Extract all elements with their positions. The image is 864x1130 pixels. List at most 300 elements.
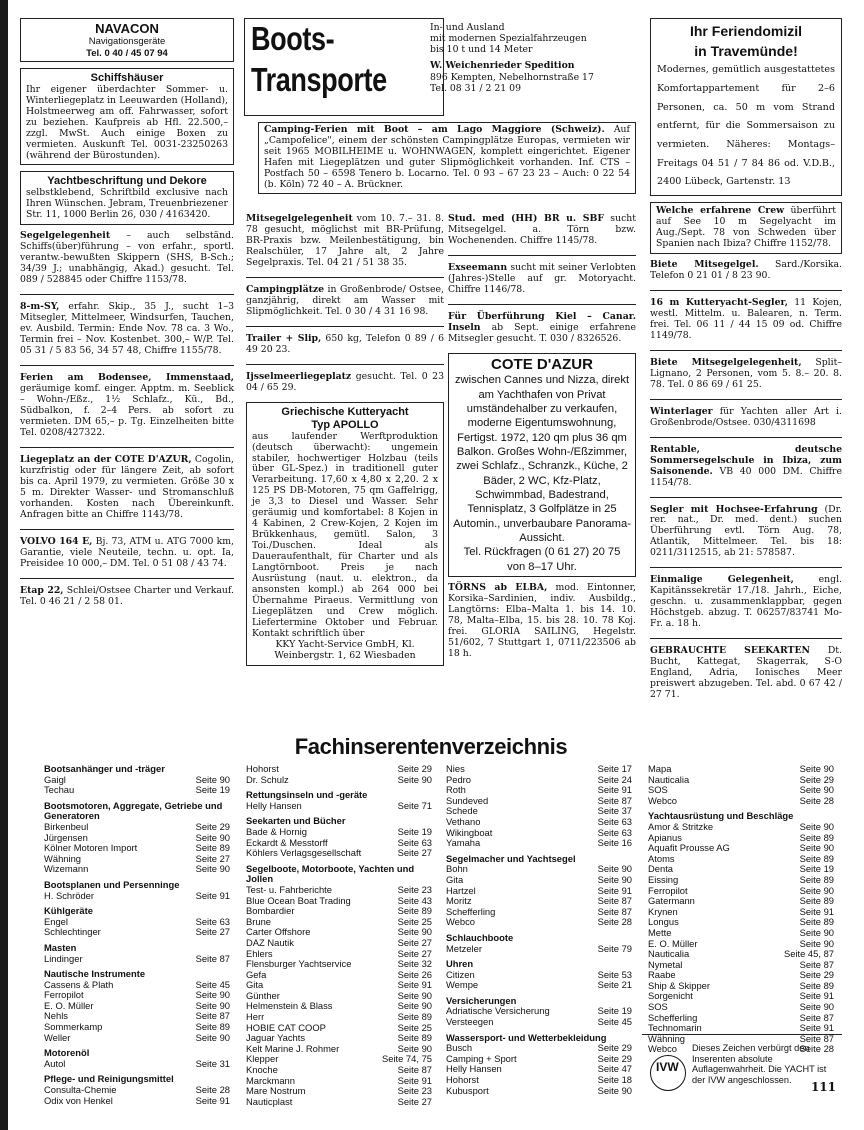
directory-entry-name: Techau — [44, 784, 75, 796]
directory-entry-name: Webco — [648, 1043, 678, 1055]
directory-entry-name: Blue Ocean Boat Trading — [246, 894, 351, 906]
directory-column-1 — [44, 764, 230, 1106]
directory-category: Bootsmotoren, Aggregate, Getriebe und Generatoren — [44, 799, 223, 822]
directory-entry-name: Citizen — [446, 968, 475, 980]
directory-entry-name: Carter Offshore — [246, 926, 311, 938]
directory-entry-page: Seite 90 — [799, 926, 834, 938]
directory-entry-name: Ehlers — [246, 947, 273, 959]
directory-entry — [44, 1033, 230, 1044]
directory-entry-page: Seite 29 — [597, 1052, 632, 1064]
directory-entry-name: Bohn — [446, 863, 468, 875]
directory-entry-page: Seite 89 — [799, 831, 834, 843]
directory-entry-name: Odix von Henkel — [44, 1094, 113, 1106]
directory-entry-page: Seite 90 — [195, 831, 230, 843]
directory-entry-page: Seite 29 — [597, 1042, 632, 1054]
c4-ad-heading: Rentable, deutsche Sommersegelschule in Ibiza, zum Saisonende. — [650, 443, 842, 477]
directory-entry — [246, 938, 432, 949]
directory-entry-name: Test- u. Fahrberichte — [246, 883, 332, 895]
directory-entry-page: Seite 87 — [799, 1032, 834, 1044]
divider — [650, 290, 842, 291]
directory-entry — [44, 864, 230, 875]
directory-category: Yachtausrüstung und Beschläge — [648, 810, 794, 822]
divider — [20, 365, 234, 366]
directory-column-4 — [648, 764, 834, 1055]
directory-entry-page: Seite 89 — [195, 1021, 230, 1033]
directory-entry-name: Hartzel — [446, 884, 476, 896]
c4-ad-heading: Biete Mitsegelgel. — [650, 258, 759, 270]
directory-entry-name: Herr — [246, 1011, 265, 1023]
directory-entry-page: Seite 91 — [195, 1094, 230, 1106]
cote-dazur-phone: Tel. Rückfragen (0 61 27) 20 75 — [463, 546, 621, 559]
schiffshaeuser-ad — [20, 68, 234, 166]
c2-ad-heading: Campingplätze — [246, 283, 325, 295]
kutteryacht-firm: KKY Yacht-Service GmbH, Kl. Weinbergstr. 1, 62 Wiesbaden — [274, 638, 416, 661]
directory-category: Nautische Instrumente — [44, 968, 146, 980]
c3-ad-heading: Exseemann — [448, 261, 508, 273]
directory-entry-page: Seite 27 — [397, 1095, 432, 1107]
directory-entry-page: Seite 91 — [799, 990, 834, 1002]
directory-entry-name: Krynen — [648, 905, 678, 917]
directory-title: Fachinserentenverzeichnis — [294, 734, 568, 759]
directory-entry-name: E. O. Müller — [648, 937, 698, 949]
c1-ad — [20, 231, 234, 286]
schiffshaeuser-body: Ihr eigener überdachter Sommer- u. Winterliegeplatz in Leeuwarden (Holland), Holstmeerweg am off. Fahrwasser, sofort zu beziehen. Kaufpreis ab Hfl. 22.500,– zzgl. MwSt. Auch einige Boxen zu vermieten. Auskunft Tel. 0031-23250263 (während der Bürostunden). — [26, 83, 228, 161]
kutteryacht-ad — [246, 402, 444, 666]
directory-entry-page: Seite 43 — [397, 894, 432, 906]
c2-ad-heading: Mitsegelgelegenheit — [246, 213, 353, 224]
page-edge — [0, 0, 8, 1130]
c4-ad-body: Split–Lignano, 2 Personen, vom 5. 8.– 20. 8. 78. Tel. 0 86 69 / 61 25. — [650, 356, 842, 390]
directory-entry-name: Ferropilot — [648, 884, 688, 896]
boots-transporte-title-2: Transporte — [251, 61, 387, 99]
directory-entry-name: Apianus — [648, 831, 682, 843]
divider — [246, 277, 444, 278]
directory-entry-page: Seite 89 — [799, 916, 834, 928]
directory-category: Schlauchboote — [446, 931, 514, 943]
directory-entry-page: Seite 25 — [397, 915, 432, 927]
directory-entry-page: Seite 90 — [799, 1001, 834, 1013]
divider — [650, 497, 842, 498]
welche-crew-body: überführt auf See 10 m Segelyacht im Aug./Sept. 78 von Schweden über Spanien nach Ibiza? Chiffre 1152/78. — [656, 205, 836, 250]
directory-entry-page: Seite 90 — [799, 884, 834, 896]
directory-entry-page: Seite 47 — [597, 1063, 632, 1075]
directory-entry-page: Seite 63 — [195, 915, 230, 927]
directory-entry-page: Seite 87 — [799, 958, 834, 970]
c3-ad-heading: Stud. med (HH) BR u. SBF — [448, 213, 604, 224]
directory-entry-name: Adriatische Versicherung — [446, 1005, 550, 1017]
divider — [20, 578, 234, 579]
directory-entry-page: Seite 90 — [195, 999, 230, 1011]
directory-category: Seekarten und Bücher — [246, 815, 346, 827]
kutteryacht-body: aus laufender Werftproduktion (deutsch überwacht): ungemein stabiler, hochwertiger Holzbau (teils über GL-Spez.) in traditionell guter Verarbeitung. 17,60 x 4,80 x 2,20. 2 x 125 PS DB-Motoren, 75 qm Gaffelrigg, je 3,3 to Diesel und Wasser. Sehr geräumig und komfortabel: 8 Kojen in 4 Kabinen, 2 Crew-Kojen, 2 Kojen im Brükkenhaus, gemütl. Salon, 3 Toi./Duschen. Ideal als Daueraufenthalt, für Charter und als Langtörnboot. Preis je nach Ausrüstung (naut. u. elektron., da ansonsten kompl.) ab 264 000 bei Übernahme Piraeus. Vermittlung von Liegeplätzen und Crew möglich. Liefertermine Oktober und Februar. Kontakt schriftlich über — [252, 430, 438, 639]
directory-entry-page: Seite 29 — [799, 969, 834, 981]
travemuende-heading-1: Ihr Feriendomizil — [689, 23, 802, 39]
directory-entry-page: Seite 89 — [799, 873, 834, 885]
boots-phone: Tel. 08 31 / 2 21 09 — [430, 82, 522, 94]
directory-entry — [446, 980, 632, 991]
divider — [20, 294, 234, 295]
directory-entry-page: Seite 89 — [195, 842, 230, 854]
directory-entry-page: Seite 87 — [597, 895, 632, 907]
directory-entry-page: Seite 28 — [195, 1084, 230, 1096]
directory-entry-name: Helly Hansen — [246, 799, 302, 811]
directory-category: Pflege- und Reinigungsmittel — [44, 1073, 174, 1085]
directory-entry-page: Seite 87 — [397, 1064, 432, 1076]
c4-ad-heading: Winterlager — [650, 405, 713, 417]
directory-entry-page: Seite 19 — [597, 1005, 632, 1017]
directory-column-2 — [246, 764, 432, 1107]
directory-entry — [648, 822, 834, 833]
directory-entry-page: Seite 90 — [195, 773, 230, 785]
directory-entry-page: Seite 90 — [195, 1031, 230, 1043]
column-4-classifieds — [650, 260, 842, 701]
directory-entry-name: Camping + Sport — [446, 1052, 517, 1064]
directory-entry — [446, 917, 632, 928]
directory-entry-name: HOBIE CAT COOP — [246, 1021, 326, 1033]
directory-entry-name: Günther — [246, 989, 280, 1001]
directory-entry-name: Eckardt & Messtorff — [246, 836, 328, 848]
directory-entry-page: Seite 21 — [597, 979, 632, 991]
directory-entry-page: Seite 79 — [597, 942, 632, 954]
directory-entry-page: Seite 90 — [597, 873, 632, 885]
directory-entry-name: Kölner Motoren Import — [44, 842, 138, 854]
column-2-classifieds — [246, 214, 444, 672]
c2-ad-heading: Trailer + Slip, — [246, 332, 322, 344]
directory-entry-name: E. O. Müller — [44, 999, 94, 1011]
directory-category: Bootsanhänger und -träger — [44, 763, 165, 774]
directory-entry-page: Seite 87 — [597, 905, 632, 917]
c1-ad-body: Schlei/Ostsee Charter und Verkauf. Tel. 0 46 21 / 2 58 01. — [20, 584, 234, 607]
directory-entry-page: Seite 25 — [397, 1021, 432, 1033]
directory-entry-page: Seite 19 — [799, 863, 834, 875]
directory-entry-page: Seite 28 — [597, 916, 632, 928]
directory-entry-name: Autol — [44, 1057, 66, 1069]
directory-entry-name: Nauticalia — [648, 773, 690, 785]
directory-entry-name: Ferropilot — [44, 989, 84, 1001]
directory-entry-name: Technomarin — [648, 1022, 702, 1034]
directory-entry-page: Seite 91 — [195, 889, 230, 901]
directory-entry-page: Seite 87 — [597, 794, 632, 806]
directory-entry-page: Seite 45 — [597, 1016, 632, 1028]
yachtbeschriftung-body: selbstklebend, Schriftbild exclusive nach Ihren Wünschen. Jebram, Treuenbriezener Str. 11, 1000 Berlin 26, 030 / 4163420. — [26, 187, 228, 221]
c3-ad — [448, 312, 636, 345]
divider — [448, 304, 636, 305]
c3-ad-body: sucht mit seiner Verlobten (Jahres-)Stelle auf gr. Motoryacht. Chiffre 1146/78. — [448, 261, 636, 295]
directory-entry-page: Seite 91 — [799, 905, 834, 917]
directory-entry-name: Schlechtinger — [44, 926, 101, 938]
directory-entry-name: Weller — [44, 1031, 71, 1043]
boots-transporte-ad — [244, 18, 444, 116]
directory-entry-name: Cassens & Plath — [44, 978, 114, 990]
directory-entry-name: Pedro — [446, 773, 472, 785]
directory-entry-page: Seite 90 — [397, 1042, 432, 1054]
directory-entry-name: Sommerkamp — [44, 1021, 103, 1033]
directory-entry-name: Schede — [446, 805, 478, 817]
directory-entry-name: Schefferling — [648, 1011, 698, 1023]
directory-entry-page: Seite 91 — [597, 884, 632, 896]
c4-ad-heading: 16 m Kutteryacht-Segler, — [650, 296, 788, 308]
directory-entry-name: Mette — [648, 926, 672, 938]
directory-entry-page: Seite 23 — [397, 1085, 432, 1097]
directory-entry-page: Seite 19 — [397, 825, 432, 837]
magazine-page — [20, 18, 842, 1116]
directory-entry — [44, 927, 230, 938]
directory-entry — [446, 1017, 632, 1028]
camping-body: Auf „Campofelice", einem der schönsten Campingplätze Europas, vermieten wir seit 1965 MOBILHEIME u. WOHNWAGEN, komplett eingerichtet. Eigener Hafen mit Liegeplätzen und guter Slipmöglichkeit vorhanden. Inf. CTS – Postfach 50 – 6598 Tenero b. Locarno. Tel. 0 93 – 67 23 23 – Auch: 0 22 54 (b. Köln) 72 40 – A. Brückner. — [264, 124, 630, 190]
directory-entry-name: Kelt Marine J. Rohmer — [246, 1042, 340, 1054]
c2-ad-body: in Großenbrode/ Ostsee, ganzjährig, direkt am Wasser mit Slipmöglichkeit. Tel. 0 30 / 4 31 16 98. — [246, 283, 444, 317]
c1-ad — [20, 373, 234, 439]
c2-ad — [246, 285, 444, 318]
camping-ad — [258, 122, 636, 200]
c4-ad-heading: GEBRAUCHTE SEEKARTEN — [650, 645, 811, 657]
c1-ad-body: Bj. 73, ATM u. ATG 7000 km, Garantie, viele Neuteile, techn. u. opt. Ia, Preisidee 10 000,– DM. Tel. 0 51 08 / 43 74. — [20, 535, 234, 569]
directory-entry — [446, 1086, 632, 1097]
cote-dazur-hours: von 8–17 Uhr. — [507, 560, 577, 573]
directory-entry-name: Klepper — [246, 1053, 279, 1065]
directory-entry-page: Seite 19 — [195, 784, 230, 796]
c4-ad-body: engl. Kapitänssekretär 17./18. Jahrh., Eiche, geschn. u. zusammenklappbar, gegen Höchstgeb. abzug. T. 06257/83741 Mo-Fr. a. 18 h. — [650, 574, 842, 630]
boots-transporte-title-1: Boots- — [251, 20, 335, 57]
directory-entry-page: Seite 53 — [597, 968, 632, 980]
directory-entry-page: Seite 89 — [799, 852, 834, 864]
directory-entry-name: Sundeved — [446, 794, 489, 806]
directory-entry-name: Gefa — [246, 968, 267, 980]
directory-entry — [246, 1097, 432, 1108]
directory-entry-page: Seite 31 — [195, 1057, 230, 1069]
directory-entry-page: Seite 90 — [799, 784, 834, 796]
directory-entry-name: Mare Nostrum — [246, 1085, 306, 1097]
directory-entry-name: SOS — [648, 1001, 668, 1013]
directory-entry-page: Seite 90 — [799, 937, 834, 949]
directory-entry-page: Seite 24 — [597, 773, 632, 785]
directory-entry-name: Marckmann — [246, 1074, 295, 1086]
directory-entry-name: Moritz — [446, 895, 472, 907]
directory-entry — [246, 764, 432, 775]
directory-category: Kühlgeräte — [44, 905, 93, 917]
directory-entry — [246, 827, 432, 838]
directory-entry-name: Raabe — [648, 969, 676, 981]
c4-ad — [650, 445, 842, 489]
navacon-subtitle: Navigationsgeräte — [88, 36, 166, 48]
directory-entry-name: Metzeler — [446, 942, 482, 954]
directory-entry-page: Seite 90 — [195, 989, 230, 1001]
directory-category: Wassersport- und Wetterbekleidung — [446, 1031, 607, 1043]
c1-ad-heading: Etap 22, — [20, 584, 64, 596]
c4-ad-body: Dt. Bucht, Kattegat, Skagerrak, S-O England, Adria, Ionisches Meer preiswert abzugeben. Tel. abd. 0 67 42 / 27 71. — [650, 645, 842, 701]
directory-entry-page: Seite 17 — [597, 763, 632, 774]
c4-ad-heading: Segler mit Hochsee-Erfahrung — [650, 503, 818, 515]
welche-crew-heading: Welche erfahrene Crew — [656, 205, 785, 217]
divider — [20, 529, 234, 530]
directory-entry-page: Seite 16 — [597, 837, 632, 849]
c1-ad — [20, 537, 234, 570]
navacon-ad — [20, 18, 234, 62]
directory-entry-page: Seite 45, 87 — [783, 948, 834, 960]
directory-entry-page: Seite 90 — [397, 773, 432, 785]
directory-entry-name: Engel — [44, 915, 68, 927]
c1-ad-body: – auch selbständ. Schiffs(über)führung – von erfahr., sportl. verantw.-bewußten Skippern (SHS, B-Sch.; 34/39 J.; unabhängig, Akad.) gesucht. Tel. 089 / 528845 oder Chiffre 1153/78. — [20, 230, 234, 286]
divider — [650, 399, 842, 400]
c1-ad-heading: 8-m-SY, — [20, 301, 60, 313]
directory-entry-name: Wähning — [44, 852, 82, 864]
directory-entry — [44, 822, 230, 833]
directory-entry-name: Hohorst — [446, 1074, 479, 1086]
directory-entry-name: Mapa — [648, 763, 672, 774]
divider — [650, 567, 842, 568]
divider — [650, 638, 842, 639]
directory-entry-page: Seite 29 — [799, 773, 834, 785]
directory-entry-name: Longus — [648, 916, 679, 928]
directory-entry-page: Seite 27 — [397, 947, 432, 959]
directory-entry-page: Seite 18 — [597, 1074, 632, 1086]
directory-entry-name: Yamaha — [446, 837, 481, 849]
directory-entry — [446, 764, 632, 775]
c3-ad-body: ab Sept. einige erfahrene Mitsegler gesucht. T. 030 / 8326526. — [448, 321, 636, 344]
directory-entry-name: Hohorst — [246, 763, 279, 774]
directory-entry-name: Wikingboat — [446, 826, 493, 838]
c1-ad — [20, 455, 234, 521]
directory-entry-name: Consulta-Chemie — [44, 1084, 117, 1096]
directory-entry — [246, 885, 432, 896]
directory-entry-page: Seite 91 — [397, 979, 432, 991]
directory-entry-name: Wizemann — [44, 863, 89, 875]
directory-category: Versicherungen — [446, 994, 517, 1006]
directory-entry — [446, 817, 632, 828]
directory-entry-page: Seite 29 — [397, 763, 432, 774]
directory-entry-name: Webco — [446, 916, 476, 928]
divider — [650, 350, 842, 351]
directory-entry-page: Seite 63 — [597, 815, 632, 827]
directory-entry-name: Kubusport — [446, 1084, 489, 1096]
directory-entry-name: Nauticalia — [648, 948, 690, 960]
divider — [246, 364, 444, 365]
yachtbeschriftung-ad — [20, 171, 234, 225]
c1-ad — [20, 302, 234, 357]
directory-entry-page: Seite 26 — [397, 968, 432, 980]
directory-entry-name: Knoche — [246, 1064, 278, 1076]
directory-entry-name: Aquafit Prousse AG — [648, 842, 730, 854]
c1-ad-body: geräumige komf. einger. Apptm. m. Seeblick – Wohn-/Eßz., 1½ Schlafz., Kü., Bd., Südbalkon, f. 2–4 Pers. ab sofort zu vermieten. DM 65,– p. Tg. Einzelheiten bitte Tel. 0208/427322. — [20, 383, 234, 438]
c4-ad — [650, 575, 842, 630]
column-2 — [244, 18, 444, 122]
directory-entry-name: Gaigl — [44, 773, 66, 785]
c4-ad-heading: Einmalige Gelegenheit, — [650, 574, 794, 586]
directory-entry — [446, 944, 632, 955]
divider — [650, 437, 842, 438]
directory-entry-name: Bade & Hornig — [246, 825, 307, 837]
travemuende-ad — [650, 18, 842, 196]
directory-entry-page: Seite 45 — [195, 978, 230, 990]
kutteryacht-heading-2: Typ APOLLO — [311, 418, 379, 431]
directory-entry-name: Wempe — [446, 979, 479, 991]
directory-entry-name: Atoms — [648, 852, 675, 864]
ivw-notice-text: Dieses Zeichen verbürgt den Inserenten absolute Auflagenwahrheit. Die YACHT ist der IVW angeschlossen. — [692, 1043, 827, 1085]
directory-entry-page: Seite 91 — [799, 1022, 834, 1034]
c4-ad-heading: Biete Mitsegelgelegenheit, — [650, 356, 802, 368]
camping-heading: Camping-Ferien mit Boot – am Lago Maggiore (Schweiz). — [264, 124, 605, 135]
c4-ad — [650, 505, 842, 560]
yachtbeschriftung-heading: Yachtbeschriftung und Dekore — [47, 175, 207, 188]
directory-entry-name: Denta — [648, 863, 674, 875]
directory-entry-page: Seite 90 — [597, 1084, 632, 1096]
c1-ad-heading: VOLVO 164 E, — [20, 535, 93, 547]
c2-ad — [246, 372, 444, 394]
directory-entry-name: Versteegen — [446, 1016, 494, 1028]
directory-entry-name: Sorgenicht — [648, 990, 693, 1002]
c2-ad — [246, 214, 444, 269]
directory-entry — [446, 875, 632, 886]
boots-line-1: In- und Ausland — [430, 22, 505, 33]
toerns-elba-body: mod. Eintonner, Korsika–Sardinien, indiv. Ausbildg., Langtörns: Elba–Malta 1. bis 14. 10. 78, Malta–Elba, 15. bis 28. 10. 78 Koj. frei. GLORIA SAILING, Hegelstr. 51/602, 7 Stuttgart 1, 0711/223506 ab 18 h. — [448, 582, 636, 659]
directory-entry — [648, 796, 834, 807]
c2-ad-heading: Ijsselmeerliegeplatz — [246, 370, 352, 382]
directory-entry-page: Seite 27 — [397, 847, 432, 859]
c1-ad-body: erfahr. Skip., 35 J., sucht 1–3 Mitsegler, Mittelmeer, Windsurfen, Tauchen, ev. Ausbild. Termin: Ende Nov. 78 ca. 3 Wo., Termin frei – Nov. Kostenbet. 300,– W/P. Tel. 05 31 / 5 83 56, 34 57 48, Chiffre 1155/78. — [20, 301, 234, 357]
directory-entry-page: Seite 90 — [597, 863, 632, 875]
directory-entry-page: Seite 74, 75 — [381, 1053, 432, 1065]
boots-line-2: mit modernen Spezialfahrzeugen — [430, 33, 587, 45]
c1-ad-heading: Segelgelegenheit — [20, 230, 111, 242]
directory-entry-page: Seite 90 — [397, 926, 432, 938]
c4-ad-body: für Yachten aller Art i. Großenbrode/Ostsee. 030/4311698 — [650, 405, 842, 428]
directory-entry-page: Seite 63 — [397, 836, 432, 848]
c3-ad-heading: Für Überführung Kiel – Canar. Inseln — [448, 310, 636, 333]
directory-entry-name: Köhlers Verlagsgesellschaft — [246, 847, 362, 859]
ivw-logo-text: IVW — [656, 1060, 679, 1074]
directory-entry-name: Nehls — [44, 1010, 68, 1022]
directory-entry — [44, 954, 230, 965]
directory-entry-name: Eissing — [648, 873, 679, 885]
directory-entry-page: Seite 90 — [195, 863, 230, 875]
column-3-classifieds — [448, 214, 636, 345]
toerns-elba-ad — [448, 583, 636, 660]
directory-entry-name: H. Schröder — [44, 889, 95, 901]
directory-entry-page: Seite 87 — [195, 952, 230, 964]
directory-entry-page: Seite 71 — [397, 799, 432, 811]
directory-category: Motorenöl — [44, 1047, 90, 1059]
directory-entry-page: Seite 90 — [799, 842, 834, 854]
c1-ad — [20, 586, 234, 608]
schiffshaeuser-heading: Schiffshäuser — [90, 71, 164, 84]
boots-transporte-info — [430, 22, 640, 94]
directory-entry-page: Seite 89 — [397, 905, 432, 917]
boots-address: 896 Kempten, Nebelhornstraße 17 — [430, 71, 594, 83]
c4-ad — [650, 298, 842, 342]
column-4 — [650, 18, 842, 709]
directory-entry-page: Seite 27 — [397, 936, 432, 948]
kutteryacht-heading-1: Griechische Kutteryacht — [281, 405, 409, 418]
directory-entry-page: Seite 37 — [597, 805, 632, 817]
directory-entry-name: Brune — [246, 915, 272, 927]
c4-ad-body: Sard./Korsika. Telefon 0 21 01 / 8 23 90. — [650, 258, 842, 281]
navacon-title: NAVACON — [95, 21, 159, 36]
directory-entry — [446, 838, 632, 849]
c4-ad — [650, 260, 842, 282]
directory-entry-page: Seite 23 — [397, 883, 432, 895]
column-3 — [448, 214, 636, 668]
directory-entry — [44, 785, 230, 796]
directory-entry-name: Dr. Schulz — [246, 773, 289, 785]
directory-entry-name: Helmenstein & Blass — [246, 1000, 333, 1012]
directory-entry-name: Flensburger Yachtservice — [246, 958, 352, 970]
directory-entry-page: Seite 89 — [397, 1011, 432, 1023]
directory-entry-name: Gita — [446, 873, 464, 885]
cote-dazur-title: COTE D'AZUR — [491, 355, 593, 373]
directory-entry-name: Nauticplast — [246, 1095, 293, 1107]
directory-entry-page: Seite 27 — [195, 926, 230, 938]
cote-dazur-body: zwischen Cannes und Nizza, direkt am Yachthafen von Privat umständehalber zu verkaufen, moderne Eigentumswohnung, Fertigst. 1972, 120 qm plus 36 qm Balkon. Großes Wohn-/Eßzimmer, zwei Schlafz., Schranzk., Küche, 2 Bäder, 2 WC, Kfz-Platz, Schwimmbad, Badestrand, Tennisplatz, 3 Golfplätze in 25 Automin., unverbaubare Panorama-Aussicht. — [453, 374, 631, 545]
